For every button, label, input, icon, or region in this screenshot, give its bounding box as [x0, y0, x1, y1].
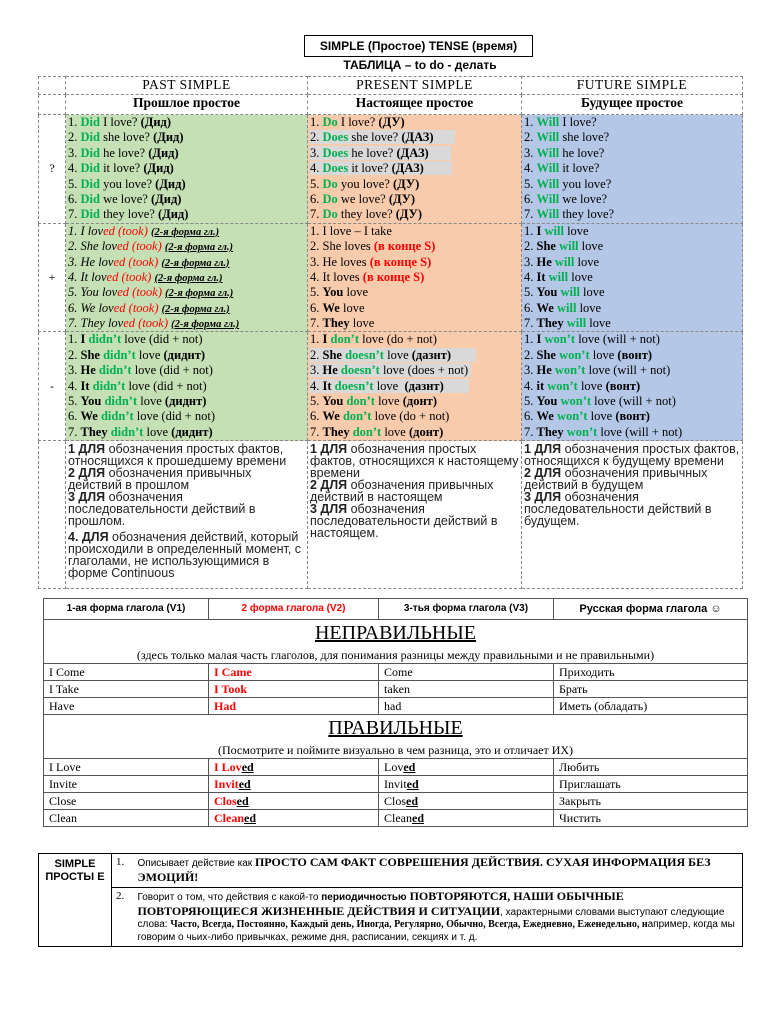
note-item: 2 ДЛЯ обозначения привычных действий в прошлом	[68, 466, 252, 493]
list-item: 5. Do you love? (ДУ)	[310, 176, 420, 191]
list-item: 1. Do I love? (ДУ)	[310, 115, 405, 129]
list-item: 7. They love	[310, 316, 375, 331]
col-header-v2: 2 форма глагола (V2)	[209, 599, 379, 620]
list-item: 5. You love	[310, 285, 368, 300]
cell-ru: Брать	[554, 681, 748, 698]
cell-v1: I Take	[44, 681, 209, 698]
list-item: 6. We loved (took) (2-я форма гл.)	[68, 300, 230, 315]
list-item: 3. He won’t love (will + not)	[524, 363, 671, 378]
cell-ru: Приходить	[554, 664, 748, 681]
note-item: 1 ДЛЯ обозначения простых фактов, относящихся к будущему времени	[524, 442, 740, 469]
list-item: 3. He didn’t love (did + not)	[68, 363, 213, 378]
list-item: 5. Will you love?	[524, 176, 612, 191]
list-item: 7. They didn’t love (диднт)	[68, 424, 213, 439]
tense-table	[38, 76, 743, 589]
list-item: 3. He will love	[524, 254, 600, 269]
list-item: 2. She loved (took) (2-я форма гл.)	[68, 239, 233, 254]
present-negative-cell	[308, 332, 522, 441]
mark-minus: -	[39, 332, 66, 441]
list-item: 7. They won’t love (will + not)	[524, 424, 683, 439]
table-row	[44, 810, 748, 827]
table-row	[44, 776, 748, 793]
list-item: 6. Did we love? (Дид)	[68, 191, 182, 206]
header-present-ru: Настоящее простое	[308, 95, 522, 115]
page-subtitle: ТАБЛИЦА – to do - делать	[343, 58, 497, 72]
cell-v1: I Love	[44, 759, 209, 776]
cell-v2: Cleaned	[209, 810, 379, 827]
list-item: 3. Will he love?	[524, 145, 605, 160]
col-header-v3: 3-тья форма глагола (V3)	[379, 599, 554, 620]
col-header-v1: 1-ая форма глагола (V1)	[44, 599, 209, 620]
table-row	[44, 664, 748, 681]
note-item: 3 ДЛЯ обозначения последовательности действий в прошлом.	[68, 490, 256, 529]
list-item: 1. I love – I take	[310, 223, 392, 238]
item-number: 1.	[112, 854, 134, 888]
cell-v2: I Came	[209, 664, 379, 681]
present-affirmative-cell	[308, 223, 522, 332]
list-item: 4. Will it love?	[524, 161, 600, 176]
summary-item-1: Описывает действие как ПРОСТО САМ ФАКТ СОВРЕШЕНИЯ ДЕЙСТВИЯ. СУХАЯ ИНФОРМАЦИЯ БЕЗ ЭМОЦИЙ!	[134, 854, 743, 888]
future-negative-cell	[522, 332, 743, 441]
present-question-cell	[308, 115, 522, 224]
summary-label: SIMPLE ПРОСТЫ Е	[39, 854, 112, 947]
list-item: 5. You don’t love (донт)	[310, 394, 437, 409]
list-item: 5. You will love	[524, 285, 605, 300]
future-affirmative-cell	[522, 223, 743, 332]
irregular-note: (здесь только малая часть глаголов, для понимания разницы между правильными и не правильными)	[44, 647, 748, 664]
cell-v3: Loved	[379, 759, 554, 776]
list-item: 2. She didn’t love (диднт)	[68, 347, 206, 362]
list-item: 1. I loved (took) (2-я форма гл.)	[68, 223, 220, 238]
list-item: 1. Did I love? (Дид)	[68, 115, 172, 129]
list-item: 4. Does it love? (ДАЗ)	[310, 161, 519, 176]
header-future-en: FUTURE SIMPLE	[522, 77, 743, 95]
cell-ru: Иметь (обладать)	[554, 698, 748, 715]
list-item: 4. It didn’t love (did + not)	[68, 378, 207, 393]
past-notes	[66, 441, 308, 589]
header-past-en: PAST SIMPLE	[66, 77, 308, 95]
notes-corner	[39, 441, 66, 589]
header-past-ru: Прошлое простое	[66, 95, 308, 115]
list-item: 6. We love	[310, 300, 365, 315]
mark-plus: +	[39, 223, 66, 332]
list-item: 7. They don’t love (донт)	[310, 424, 444, 439]
list-item: 2. Does she love? (ДАЗ)	[310, 130, 519, 145]
cell-ru: Закрыть	[554, 793, 748, 810]
list-item: 6. Do we love? (ДУ)	[310, 191, 416, 206]
list-item: 4. Did it love? (Дид)	[68, 161, 174, 176]
list-item: 4. It loves (в конце S)	[310, 269, 425, 284]
cell-v1: Clean	[44, 810, 209, 827]
list-item: 2. She loves (в конце S)	[310, 239, 436, 254]
cell-v3: Cleaned	[379, 810, 554, 827]
cell-v2: I Took	[209, 681, 379, 698]
cell-v3: had	[379, 698, 554, 715]
item-number: 2.	[112, 888, 134, 947]
note-item: 1 ДЛЯ обозначения простых фактов, относящихся к прошедшему времени	[68, 442, 287, 469]
note-item: 4. ДЛЯ обозначения действий, который происходили в определенный момент, с глаголами, не использующимися в форме Continuous	[68, 530, 302, 581]
note-item: 3 ДЛЯ обозначения последовательности действий в настоящем.	[310, 502, 498, 541]
list-item: 5. You won’t love (will + not)	[524, 394, 676, 409]
cell-v3: Closed	[379, 793, 554, 810]
title-text: SIMPLE (Простое) TENSE (время)	[319, 39, 518, 53]
irregular-title: НЕПРАВИЛЬНЫЕ	[44, 620, 748, 648]
note-item: 2 ДЛЯ обозначения привычных действий в настоящем	[310, 478, 494, 505]
note-item: 3 ДЛЯ обозначения последовательности действий в будущем.	[524, 490, 712, 529]
list-item: 2. Did she love? (Дид)	[68, 130, 184, 145]
past-affirmative-cell	[66, 223, 308, 332]
list-item: 5. You loved (took) (2-я форма гл.)	[68, 285, 234, 300]
col-header-ru: Русская форма глагола ☺	[554, 599, 748, 620]
cell-v3: Come	[379, 664, 554, 681]
list-item: 7. They will love	[524, 316, 611, 331]
corner-cell-2	[39, 95, 66, 115]
list-item: 1. I didn’t love (did + not)	[68, 332, 203, 347]
page-title	[304, 35, 533, 57]
note-item: 2 ДЛЯ обозначения привычных действий в будущем	[524, 466, 708, 493]
cell-ru: Чистить	[554, 810, 748, 827]
summary-table	[38, 853, 743, 947]
regular-note: (Посмотрите и поймите визуально в чем разница, это и отличает ИХ)	[44, 742, 748, 759]
list-item: 3. Does he love? (ДАЗ)	[310, 146, 519, 161]
future-question-cell	[522, 115, 743, 224]
cell-v1: Have	[44, 698, 209, 715]
past-question-cell	[66, 115, 308, 224]
mark-question: ?	[39, 115, 66, 224]
cell-v1: Invite	[44, 776, 209, 793]
cell-v3: Invited	[379, 776, 554, 793]
list-item: 6. We didn’t love (did + not)	[68, 409, 215, 424]
cell-v3: taken	[379, 681, 554, 698]
cell-ru: Приглашать	[554, 776, 748, 793]
verb-forms-table	[43, 598, 748, 827]
list-item: 5. Did you love? (Дид)	[68, 176, 186, 191]
list-item: 5. You didn’t love (диднт)	[68, 394, 207, 409]
list-item: 3. Did he love? (Дид)	[68, 145, 179, 160]
table-row	[44, 698, 748, 715]
list-item: 6. We won’t love (вонт)	[524, 409, 650, 424]
cell-v2: Closed	[209, 793, 379, 810]
regular-title: ПРАВИЛЬНЫЕ	[44, 715, 748, 743]
cell-v2: Had	[209, 698, 379, 715]
cell-v1: I Come	[44, 664, 209, 681]
list-item: 1. I will love	[524, 223, 589, 238]
list-item: 2. She will love	[524, 239, 604, 254]
list-item: 2. Will she love?	[524, 130, 610, 145]
list-item: 4. It doesn’t love (дазнт)	[310, 379, 519, 394]
present-notes	[308, 441, 522, 589]
list-item: 7. Will they love?	[524, 207, 615, 222]
list-item: 4. It will love	[524, 269, 593, 284]
list-item: 1. Will I love?	[524, 115, 597, 129]
list-item: 1. I won’t love (will + not)	[524, 332, 660, 347]
table-row	[44, 759, 748, 776]
list-item: 2. She doesn’t love (дазнт)	[310, 348, 519, 363]
corner-cell	[39, 77, 66, 95]
past-negative-cell	[66, 332, 308, 441]
cell-ru: Любить	[554, 759, 748, 776]
list-item: 6. We will love	[524, 300, 602, 315]
header-future-ru: Будущее простое	[522, 95, 743, 115]
list-item: 1. I don’t love (do + not)	[310, 332, 437, 347]
note-item: 1 ДЛЯ обозначения простых фактов, относящихся к настоящему времени	[310, 442, 519, 481]
cell-v1: Close	[44, 793, 209, 810]
future-notes	[522, 441, 743, 589]
list-item: 7. Did they love? (Дид)	[68, 207, 189, 222]
list-item: 4. it won’t love (вонт)	[524, 378, 641, 393]
list-item: 6. We don’t love (do + not)	[310, 409, 450, 424]
header-present-en: PRESENT SIMPLE	[308, 77, 522, 95]
cell-v2: I Loved	[209, 759, 379, 776]
list-item: 7. They loved (took) (2-я форма гл.)	[68, 316, 240, 331]
list-item: 7. Do they love? (ДУ)	[310, 207, 423, 222]
table-row	[44, 793, 748, 810]
cell-v2: Invited	[209, 776, 379, 793]
list-item: 2. She won’t love (вонт)	[524, 347, 653, 362]
summary-item-2: Говорит о том, что действия с какой-то периодичностью ПОВТОРЯЮТСЯ, НАШИ ОБЫЧНЫЕ ПОВТОРЯЮЩИЕСЯ ЖИЗНЕННЫЕ ДЕЙСТВИЯ И СИТУАЦИИ, характерными словами выступают следующие слова: Часто, Всегда, Постоянно, Каждый день, Иногда, Регулярно, Обычно, Всегда, Ежедневно, Еженедельно, например, когда мы говорим о чьих-либо привычках, режиме дня, расписании, секциях и т. д.	[134, 888, 743, 947]
list-item: 3. He doesn’t love (does + not)	[310, 363, 519, 378]
list-item: 6. Will we love?	[524, 191, 608, 206]
list-item: 3. He loved (took) (2-я форма гл.)	[68, 254, 230, 269]
list-item: 4. It loved (took) (2-я форма гл.)	[68, 269, 223, 284]
table-row	[44, 681, 748, 698]
list-item: 3. He loves (в конце S)	[310, 254, 432, 269]
